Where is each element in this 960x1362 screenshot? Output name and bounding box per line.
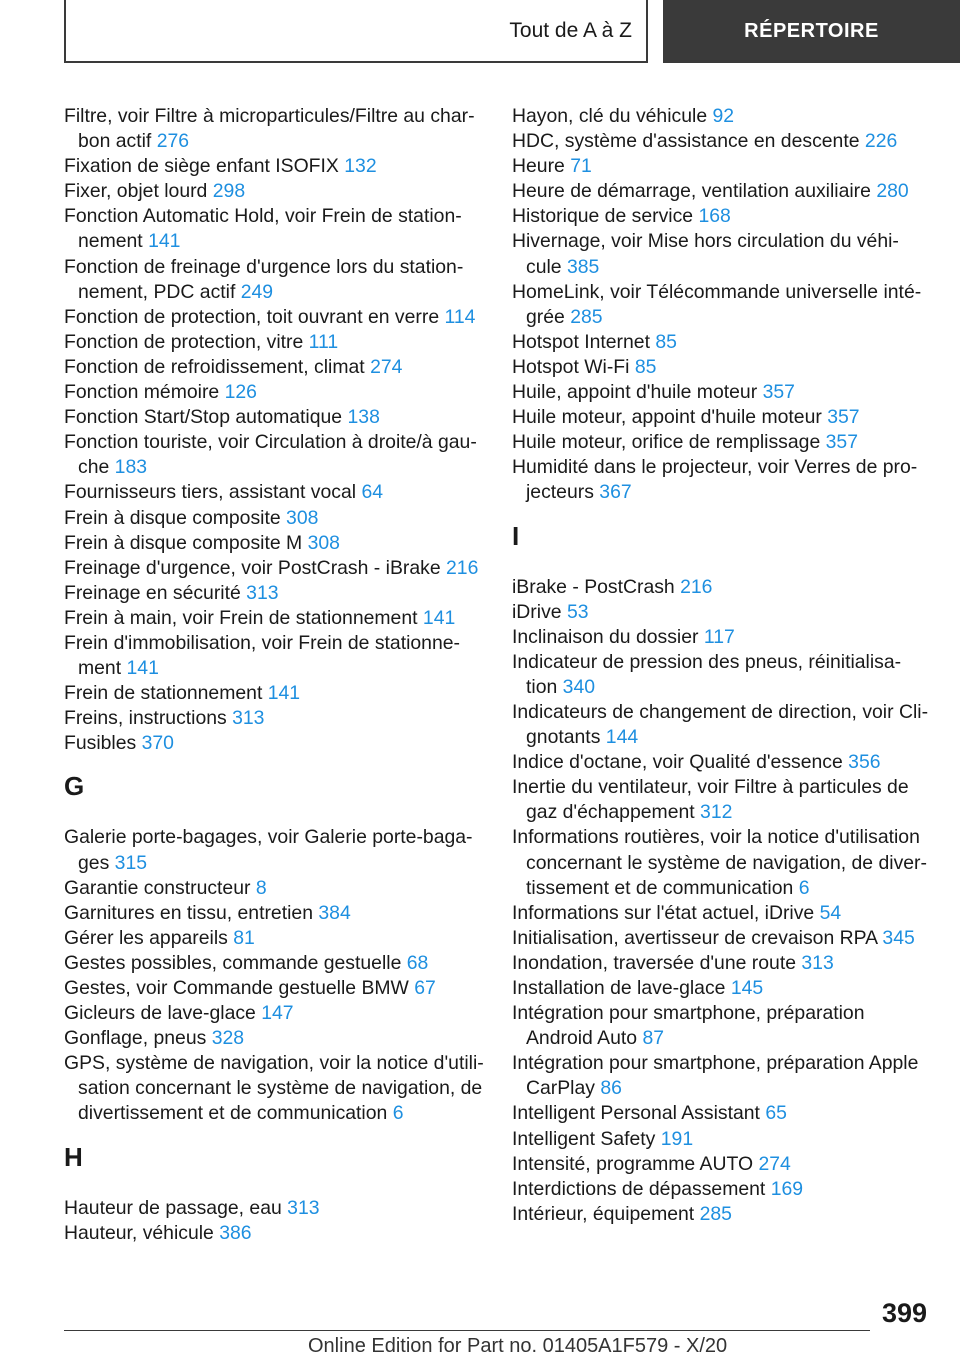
index-entry bbox=[512, 575, 932, 600]
index-entry-text: Intelligent Personal Assistant bbox=[512, 1102, 760, 1125]
index-page-link[interactable]: 276 bbox=[156, 130, 190, 153]
index-entry-text: Intérieur, équipement bbox=[512, 1202, 695, 1225]
index-entry bbox=[512, 901, 932, 926]
index-entry-text: GPS, système de navigation, voir la notice d'utili‐ sation concernant le système de navigation, de divertissement et de communication bbox=[64, 1052, 484, 1125]
index-entry bbox=[64, 825, 484, 875]
index-entry-text: Gestes, voir Commande gestuelle BMW bbox=[64, 977, 409, 999]
chapter-tab bbox=[663, 0, 960, 63]
index-entry bbox=[64, 1026, 484, 1051]
index-entry bbox=[64, 581, 484, 606]
index-entry bbox=[64, 305, 484, 330]
index-page-link[interactable]: 313 bbox=[801, 951, 834, 974]
index-entry-text: HDC, système d'assistance en descente bbox=[512, 130, 860, 153]
index-entry-text: Gonflage, pneus bbox=[64, 1027, 207, 1050]
index-entry bbox=[64, 1001, 484, 1026]
index-entry-text: Gestes possibles, commande gestuelle bbox=[64, 951, 402, 974]
index-page-link[interactable]: 92 bbox=[712, 105, 735, 127]
index-page-link[interactable]: 328 bbox=[211, 1027, 245, 1050]
index-entry-text: Indicateur de pression des pneus, réinitialisa‐ tion bbox=[512, 650, 902, 698]
index-page-link[interactable]: 117 bbox=[703, 625, 735, 648]
index-entry-text: Interdictions de dépassement bbox=[512, 1177, 766, 1200]
index-entry bbox=[64, 506, 484, 531]
index-entry bbox=[512, 1001, 932, 1051]
index-page-link[interactable]: 313 bbox=[246, 581, 279, 604]
index-page-link[interactable]: 6 bbox=[392, 1102, 404, 1125]
index-page-link[interactable]: 141 bbox=[422, 606, 456, 629]
index-entry bbox=[64, 1196, 484, 1221]
index-entry-text: Gicleurs de lave-glace bbox=[64, 1002, 256, 1025]
index-page-link[interactable]: 8 bbox=[255, 876, 267, 899]
index-entry bbox=[64, 951, 484, 976]
index-entry-text: Informations sur l'état actuel, iDrive bbox=[512, 901, 815, 924]
index-page-link[interactable]: 384 bbox=[318, 901, 351, 924]
index-entry bbox=[64, 179, 484, 204]
index-entry bbox=[512, 600, 932, 625]
index-entry-text: Fonction Automatic Hold, voir Frein de station‐ nement bbox=[64, 205, 462, 253]
index-page-link[interactable]: 71 bbox=[570, 155, 592, 178]
page-number: 399 bbox=[881, 1298, 927, 1328]
index-page-link[interactable]: 114 bbox=[444, 305, 476, 328]
index-entry-text: Heure de démarrage, ventilation auxiliaire bbox=[512, 180, 871, 203]
index-page-link[interactable]: 312 bbox=[700, 801, 733, 824]
index-entry-text: Frein à disque composite M bbox=[64, 531, 303, 554]
index-page-link[interactable]: 85 bbox=[634, 355, 657, 378]
index-entry-text: Humidité dans le projecteur, voir Verres de pro‐ jecteurs bbox=[512, 456, 918, 504]
index-entry-text: Hauteur, véhicule bbox=[64, 1221, 214, 1244]
index-entry bbox=[512, 750, 932, 775]
index-page-link[interactable]: 285 bbox=[570, 305, 603, 328]
index-page-link[interactable]: 126 bbox=[224, 381, 257, 404]
index-entry bbox=[64, 706, 484, 731]
index-entry bbox=[512, 179, 932, 204]
index-entry bbox=[64, 531, 484, 556]
index-entry-text: HomeLink, voir Télécommande universelle inté‐ grée bbox=[512, 280, 922, 328]
index-entry bbox=[512, 650, 932, 700]
index-page-link[interactable]: 68 bbox=[406, 951, 429, 974]
index-page-link[interactable]: 141 bbox=[148, 230, 181, 253]
index-entry-text: Huile, appoint d'huile moteur bbox=[512, 381, 758, 404]
index-page-link[interactable]: 357 bbox=[762, 381, 795, 404]
index-page-link[interactable]: 87 bbox=[642, 1027, 665, 1050]
index-entry-text: Fonction mémoire bbox=[64, 381, 220, 404]
index-page-link[interactable]: 141 bbox=[267, 682, 301, 705]
index-entry-text: Fonction de refroidissement, climat bbox=[64, 355, 365, 378]
index-entry bbox=[64, 405, 484, 430]
index-entry bbox=[512, 1101, 932, 1126]
index-entry bbox=[64, 606, 484, 631]
index-entry-text: Gérer les appareils bbox=[64, 926, 228, 949]
index-page-link[interactable]: 370 bbox=[141, 732, 174, 755]
index-entry bbox=[64, 330, 484, 355]
index-page-link[interactable]: 308 bbox=[307, 531, 340, 554]
index-entry bbox=[64, 926, 484, 951]
index-entry bbox=[512, 700, 932, 750]
index-entry-text: Intégration pour smartphone, préparation Android Auto bbox=[512, 1002, 865, 1050]
index-entry bbox=[64, 681, 484, 706]
index-entry-text: Hauteur de passage, eau bbox=[64, 1196, 282, 1219]
section-title: Tout de A à Z bbox=[509, 18, 632, 42]
index-entry bbox=[512, 825, 932, 900]
index-entry bbox=[64, 255, 484, 305]
index-page-link[interactable]: 216 bbox=[680, 575, 713, 598]
index-page-link[interactable]: 274 bbox=[370, 355, 403, 378]
index-entry bbox=[64, 154, 484, 179]
index-page-link[interactable]: 183 bbox=[114, 456, 148, 479]
index-page-link[interactable]: 385 bbox=[566, 255, 600, 278]
index-entry bbox=[512, 154, 932, 179]
index-entry bbox=[64, 976, 484, 1001]
index-entry bbox=[64, 204, 484, 254]
index-page-link[interactable]: 313 bbox=[287, 1196, 320, 1219]
index-entry-text: Indicateurs de changement de direction, voir Cli‐ gnotants bbox=[512, 700, 929, 749]
index-page-link[interactable]: 274 bbox=[758, 1152, 791, 1175]
index-entry-text: Fournisseurs tiers, assistant vocal bbox=[64, 481, 357, 504]
footer-edition-text: Online Edition for Part no. 01405A1F579 - X/20 bbox=[308, 1335, 728, 1357]
index-entry bbox=[64, 430, 484, 480]
index-entry-text: Intelligent Safety bbox=[512, 1127, 656, 1150]
index-entry-text: Fusibles bbox=[64, 732, 137, 755]
index-entry-text: Frein à main, voir Frein de stationnement bbox=[64, 606, 418, 629]
index-entry bbox=[64, 631, 484, 681]
index-entry bbox=[512, 330, 932, 355]
index-page-link[interactable]: 226 bbox=[864, 130, 898, 153]
index-entry bbox=[512, 1051, 932, 1101]
index-entry bbox=[64, 480, 484, 505]
index-entry bbox=[512, 976, 932, 1001]
index-entry bbox=[64, 876, 484, 901]
chapter-title: RÉPERTOIRE bbox=[744, 20, 879, 42]
index-entry bbox=[64, 104, 484, 154]
index-entry-text: Initialisation, avertisseur de crevaison RPA bbox=[512, 926, 878, 949]
index-entry-text: Fonction de protection, toit ouvrant en verre bbox=[64, 305, 440, 328]
index-page-link[interactable]: 144 bbox=[605, 726, 639, 749]
index-page-link[interactable]: 64 bbox=[361, 481, 384, 504]
index-entry bbox=[512, 625, 932, 650]
index-entry-text: Filtre, voir Filtre à microparticules/Filtre au char‐ bon actif bbox=[64, 105, 475, 153]
index-page-link[interactable]: 53 bbox=[566, 600, 589, 623]
index-entry-text: Inondation, traversée d'une route bbox=[512, 951, 796, 974]
index-page-link[interactable]: 6 bbox=[798, 876, 810, 899]
index-entry bbox=[512, 129, 932, 154]
index-entry-text: Galerie porte-bagages, voir Galerie porte-baga‐ ges bbox=[64, 826, 473, 874]
index-entry-text: Huile moteur, orifice de remplissage bbox=[512, 431, 821, 454]
index-page-link[interactable]: 345 bbox=[882, 926, 915, 949]
index-page-link[interactable]: 54 bbox=[819, 901, 842, 924]
index-entry-text: Garantie constructeur bbox=[64, 876, 251, 899]
index-page-link[interactable]: 216 bbox=[446, 556, 479, 579]
index-entry-text: Hotspot Internet bbox=[512, 330, 650, 353]
index-entry-text: Garnitures en tissu, entretien bbox=[64, 901, 313, 924]
index-entry bbox=[512, 455, 932, 505]
index-entry-text: Fonction Start/Stop automatique bbox=[64, 406, 343, 429]
index-entry bbox=[512, 926, 932, 951]
index-page-link[interactable]: 367 bbox=[599, 481, 632, 504]
index-entry-text: Frein d'immobilisation, voir Frein de stationne‐ ment bbox=[64, 631, 460, 680]
index-entry bbox=[512, 355, 932, 380]
index-page-link[interactable]: 315 bbox=[114, 851, 148, 874]
index-entry-text: Hivernage, voir Mise hors circulation du véhi‐ cule bbox=[512, 230, 899, 278]
index-entry-text: Freins, instructions bbox=[64, 707, 227, 730]
index-page-link[interactable]: 138 bbox=[347, 406, 380, 429]
index-page-link[interactable]: 191 bbox=[660, 1127, 694, 1150]
index-entry bbox=[512, 280, 932, 330]
index-letter-heading: H bbox=[64, 1141, 83, 1172]
index-entry-text: Fonction de freinage d'urgence lors du station‐ nement, PDC actif bbox=[64, 255, 464, 303]
index-entry-text: Fixation de siège enfant ISOFIX bbox=[64, 155, 339, 178]
index-page-link[interactable]: 313 bbox=[232, 707, 265, 730]
index-entry bbox=[64, 1051, 484, 1126]
index-page-link[interactable]: 357 bbox=[827, 406, 860, 429]
index-entry-text: Indice d'octane, voir Qualité d'essence bbox=[512, 751, 843, 774]
index-column-right bbox=[512, 104, 932, 1227]
index-page-link[interactable]: 285 bbox=[699, 1202, 732, 1225]
index-entry-text: Intensité, programme AUTO bbox=[512, 1152, 754, 1175]
index-entry-text: Fixer, objet lourd bbox=[64, 180, 208, 203]
index-page-link[interactable]: 168 bbox=[698, 205, 731, 228]
index-entry-text: Inertie du ventilateur, voir Filtre à particules de gaz d'échappement bbox=[512, 776, 909, 824]
section-tab bbox=[64, 0, 648, 63]
index-page-link[interactable]: 85 bbox=[655, 330, 677, 353]
index-entry bbox=[512, 380, 932, 405]
index-entry bbox=[64, 556, 484, 581]
index-page-link[interactable]: 145 bbox=[730, 977, 764, 999]
index-page-link[interactable]: 81 bbox=[233, 926, 255, 949]
index-entry-text: Fonction de protection, vitre bbox=[64, 330, 304, 353]
index-page-link[interactable]: 280 bbox=[876, 180, 909, 203]
index-entry bbox=[512, 951, 932, 976]
index-page-link[interactable]: 386 bbox=[219, 1221, 252, 1244]
index-page-link[interactable]: 357 bbox=[825, 431, 858, 454]
index-entry bbox=[512, 104, 932, 129]
index-entry bbox=[512, 775, 932, 825]
index-entry-text: Freinage d'urgence, voir PostCrash - iBrake bbox=[64, 556, 441, 579]
index-entry-text: Fonction touriste, voir Circulation à droite/à gau‐ che bbox=[64, 431, 477, 479]
index-entry-text: iDrive bbox=[512, 600, 562, 623]
index-letter-heading: I bbox=[512, 520, 520, 551]
index-entry bbox=[512, 1202, 932, 1227]
footer-divider bbox=[64, 1330, 870, 1331]
index-page-link[interactable]: 147 bbox=[261, 1002, 294, 1025]
index-entry bbox=[64, 731, 484, 756]
index-entry-text: Inclinaison du dossier bbox=[512, 625, 699, 648]
index-page-link[interactable]: 111 bbox=[308, 330, 339, 353]
index-entry bbox=[64, 901, 484, 926]
index-page-link[interactable]: 86 bbox=[600, 1077, 622, 1100]
index-entry bbox=[512, 204, 932, 229]
index-page-link[interactable]: 67 bbox=[414, 977, 436, 999]
index-entry bbox=[512, 405, 932, 430]
index-entry-text: Historique de service bbox=[512, 205, 694, 228]
index-letter-heading: G bbox=[64, 771, 85, 802]
index-page-link[interactable]: 249 bbox=[240, 280, 274, 303]
index-entry-text: Intégration pour smartphone, préparation Apple CarPlay bbox=[512, 1052, 919, 1100]
index-page-link[interactable]: 298 bbox=[212, 180, 246, 203]
index-entry bbox=[64, 1221, 484, 1246]
index-page-link[interactable]: 308 bbox=[286, 506, 319, 529]
index-entry-text: Frein à disque composite bbox=[64, 506, 281, 529]
index-entry-text: Informations routières, voir la notice d'utilisation concernant le système de navigation, de diver‐ tissement et de communication bbox=[512, 826, 927, 899]
index-entry-text: Heure bbox=[512, 155, 565, 178]
index-entry bbox=[64, 355, 484, 380]
index-column-left bbox=[64, 104, 484, 1246]
index-page-link[interactable]: 132 bbox=[344, 155, 377, 178]
index-entry bbox=[512, 1127, 932, 1152]
index-entry-text: Freinage en sécurité bbox=[64, 581, 241, 604]
index-page-link[interactable]: 65 bbox=[765, 1102, 787, 1125]
index-entry-text: Huile moteur, appoint d'huile moteur bbox=[512, 406, 822, 429]
index-entry-text: Installation de lave-glace bbox=[512, 977, 726, 999]
index-entry-text: Hotspot Wi-Fi bbox=[512, 355, 630, 378]
index-page-link[interactable]: 356 bbox=[848, 751, 881, 774]
index-entry-text: Frein de stationnement bbox=[64, 682, 263, 705]
index-page-link[interactable]: 169 bbox=[770, 1177, 804, 1200]
index-entry bbox=[512, 229, 932, 279]
index-entry-text: iBrake - PostCrash bbox=[512, 575, 675, 598]
index-page-link[interactable]: 340 bbox=[562, 675, 596, 698]
index-entry bbox=[512, 1177, 932, 1202]
index-entry bbox=[512, 430, 932, 455]
index-entry bbox=[64, 380, 484, 405]
index-entry bbox=[512, 1152, 932, 1177]
index-page-link[interactable]: 141 bbox=[126, 657, 159, 680]
index-entry-text: Hayon, clé du véhicule bbox=[512, 105, 708, 127]
